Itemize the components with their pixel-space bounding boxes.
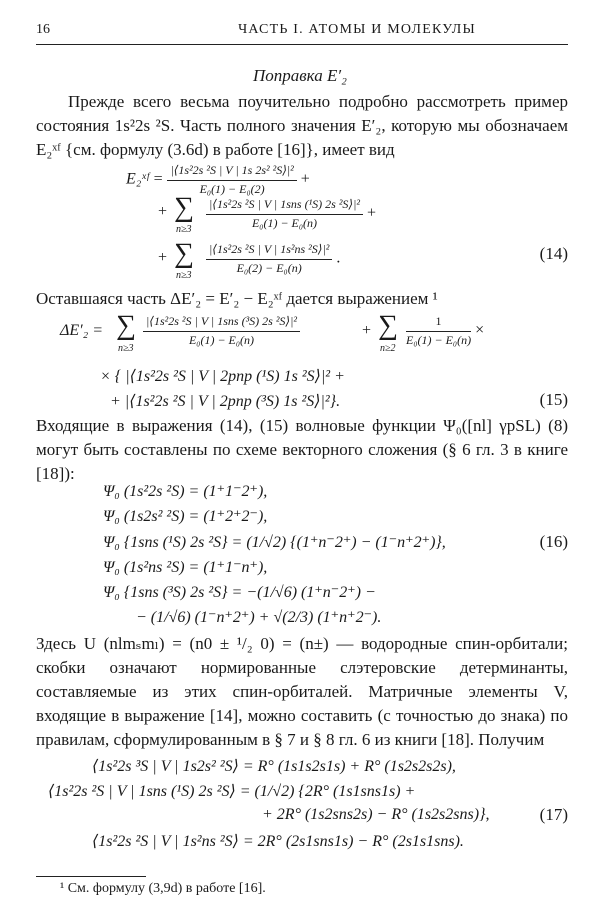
eq17-line-2: ⟨1s²2s ²S | V | 1sns (¹S) 2s ²S⟩ = (1/√2) {2R° (1s1sns1s) + [48,783,416,800]
paragraph-intro: Прежде всего весьма поучительно подробно рассмотреть пример состояния 1s²2s ²S. Часть полного значения E′₂, которую мы обозначаем E₂ˣᶠ {см. формулу (3.6d) в работе [16]}, имеет вид [36,92,568,159]
eq16-line-6: − (1/√6) (1⁻n⁺2⁺) + √(2/3) (1⁺n⁺2⁻). [136,609,382,626]
eq16-line-2: Ψ₀ (1s2s² ²S) = (1⁺2⁺2⁻), [103,508,268,525]
eq15-sum-1-subscript: n≥3 [118,343,134,354]
eq14-number: (14) [539,244,568,263]
section-title: Поправка E′₂ [253,66,347,85]
eq14-term1-denominator: E₀(1) − E₀(2) [199,182,265,196]
eq14-term2-denominator: E₀(1) − E₀(n) [251,216,318,230]
eq17-line-3: + 2R° (1s2sns2s) − R° (1s2s2sns)}, [262,806,490,823]
eq16-line-1: Ψ₀ (1s²2s ²S) = (1⁺1⁻2⁺), [103,483,268,500]
book-page: 16 ЧАСТЬ I. АТОМЫ И МОЛЕКУЛЫ Поправка E′₂ Прежде всего весьма поучительно подробно рассмотреть пример состояния 1s²2s ²S. Часть полного значения E′₂, которую мы обозначаем E₂ˣᶠ {см. формулу (3.6d) в работе [16]}, имеет вид E₂ˣᶠ = $\frac{\text{|⟨1s²2s ²S | V | 1s 2s² ²S⟩|²}}{\text{E₀(1) − E₀(2)}}$ + + ∑ n≥3 $\frac{\text{|⟨1s²2s ²S | V | 1sns (¹S) 2s ²S⟩|²}}{\text{E₀(1) − E₀(n)}}$ + + ∑ n≥3 $\frac{\text{|⟨1s²2s ²S | V | 1s²ns ²S⟩|²}}{\text{E₀(2) − E₀(n)}}$ . (14) Оставшаяся часть ΔE′₂ = E′₂ − E₂ˣᶠ дается выражением ¹ ΔE′₂ = ∑ n≥3 $\frac{\text{|⟨1s²2s ²S | V | 1sns (³S) 2s ²S⟩|²}}{\text{E₀(1) − E₀(n)}}$ + ∑ n≥2 $\frac{1}{\text{E₀(1) − E₀(n)}}$ × × { |⟨1s²2s ²S | V | 2pnp (¹S) 1s ²S⟩|² + + |⟨1s²2s ²S | V | 2pnp (³S) 1s ²S⟩|²}. (15) Входящие в выражения (14), (15) волновые функции Ψ₀([nl] γpSL) (8) могут быть составлены по схеме векторного сложения (§ 6 гл. 3 в книге [18]): Ψ₀ (1s²2s ²S) = (1⁺1⁻2⁺), Ψ₀ (1s2s² ²S) = (1⁺2⁺2⁻), Ψ₀ {1sns (¹S) 2s ²S} = (1/√2) {(1⁺n⁻2⁺) − (1⁻n⁺2⁺)}, (16) Ψ₀ (1s²ns ²S) = (1⁺1⁻n⁺), Ψ₀ {1sns (³S) 2s ²S} = −(1/√6) (1⁺n⁻2⁺) − − (1/√6) (1⁻n⁺2⁺) + √(2/3) (1⁺n⁺2⁻). Здесь U (nlmₛmₗ) = (n0 ± ¹/₂ 0) = (n±) — водородные спин-орбитали; скобки означают нормированные слэтеровские детерминанты, составляемые из этих спин-орбиталей. Матричные элементы V, входящие в выражение [14], можно составить (с точностью до знака) по правилам, сформулированным в § 7 и § 8 гл. 6 из книги [18]. Получим ⟨1s²2s ³S | V | 1s2s² ²S⟩ = R° (1s1s2s1s) + R° (1s2s2s2s), ⟨1s²2s ²S | V | 1sns (¹S) 2s ²S⟩ = (1/√2) {2R° (1s1sns1s) + + 2R° (1s2sns2s) − R° (1s2s2sns)}, (17) ⟨1s²2s ²S | V | 1s²ns ²S⟩ = 2R° (2s1sns1s) − R° (2s1s1sns). ¹ См. формулу (3,9d) в работе [16]. [0,0,600,917]
page-number: 16 [36,22,50,37]
remaining-part-line: Оставшаяся часть ΔE′₂ = E′₂ − E₂ˣᶠ дается выражением ¹ [36,289,438,308]
eq17-line-1: ⟨1s²2s ³S | V | 1s2s² ²S⟩ = R° (1s1s2s1s) + R° (1s2s2s2s), [92,758,456,775]
eq16-line-3: Ψ₀ {1sns (¹S) 2s ²S} = (1/√2) {(1⁺n⁻2⁺) − (1⁻n⁺2⁺)}, [103,534,446,551]
eq17-number: (17) [539,805,568,824]
footnote: ¹ См. формулу (3,9d) в работе [16]. [60,881,266,896]
eq15-fraction-1-denominator: E₀(1) − E₀(n) [188,333,255,347]
eq15-fraction-1 [143,314,300,348]
eq16-number: (16) [539,532,568,551]
paragraph-spin-orbitals: Здесь U (nlmₛmₗ) = (n0 ± ¹/₂ 0) = (n±) — водородные спин-орбитали; скобки означают нормированные слэтеровские детерминанты, составляемые из этих спин-орбиталей. Матричные элементы V, входящие в выражение [14], можно составить (с точностью до знака) по правилам, сформулированным в § 7 и § 8 гл. 6 из книги [18]. Получим [36,634,568,749]
eq14-term3-denominator: E₀(2) − E₀(n) [236,261,302,275]
running-header [36,20,568,45]
eq14-fraction-3 [206,242,332,276]
eq14-term1-numerator: |⟨1s²2s ²S | V | 1s 2s² ²S⟩|² [167,163,296,181]
running-title: ЧАСТЬ I. АТОМЫ И МОЛЕКУЛЫ [238,22,476,37]
eq15-number: (15) [539,390,568,409]
eq15-sum-2-symbol: ∑ [378,310,398,341]
eq14-term2-numerator: |⟨1s²2s ²S | V | 1sns (¹S) 2s ²S⟩|² [206,197,363,215]
eq14-fraction-2 [206,197,363,231]
footnote-rule [36,876,146,877]
eq14-sum-2-symbol: ∑ [174,238,194,269]
eq14-term3-numerator: |⟨1s²2s ²S | V | 1s²ns ²S⟩|² [206,242,332,260]
eq15-fraction-1-numerator: |⟨1s²2s ²S | V | 1sns (³S) 2s ²S⟩|² [143,314,300,332]
eq14-lhs: E₂ˣᶠ = [126,170,164,188]
eq17-line-4: ⟨1s²2s ²S | V | 1s²ns ²S⟩ = 2R° (2s1sns1s) − R° (2s1s1sns). [92,833,464,850]
eq15-line-3: + |⟨1s²2s ²S | V | 2pnp (³S) 1s ²S⟩|²}. [110,393,341,410]
eq16-line-4: Ψ₀ (1s²ns ²S) = (1⁺1⁻n⁺), [103,559,268,576]
eq15-sum-2-subscript: n≥2 [380,343,396,354]
eq14-sum-1-symbol: ∑ [174,192,194,223]
eq15-fraction-2-numerator: 1 [406,314,471,332]
eq15-lhs: ΔE′₂ = [60,322,104,339]
eq14-sum-2-subscript: n≥3 [176,270,192,281]
paragraph-wavefunctions: Входящие в выражения (14), (15) волновые функции Ψ₀([nl] γpSL) (8) могут быть составлены по схеме векторного сложения (§ 6 гл. 3 в книге [18]): [36,416,568,483]
eq15-fraction-2 [406,314,471,348]
eq15-sum-1-symbol: ∑ [116,310,136,341]
eq15-line-2: × { |⟨1s²2s ²S | V | 2pnp (¹S) 1s ²S⟩|² + [100,368,345,385]
eq15-fraction-2-denominator: E₀(1) − E₀(n) [406,333,472,347]
eq16-line-5: Ψ₀ {1sns (³S) 2s ²S} = −(1/√6) (1⁺n⁻2⁺) − [103,584,376,601]
eq14-sum-1-subscript: n≥3 [176,224,192,235]
